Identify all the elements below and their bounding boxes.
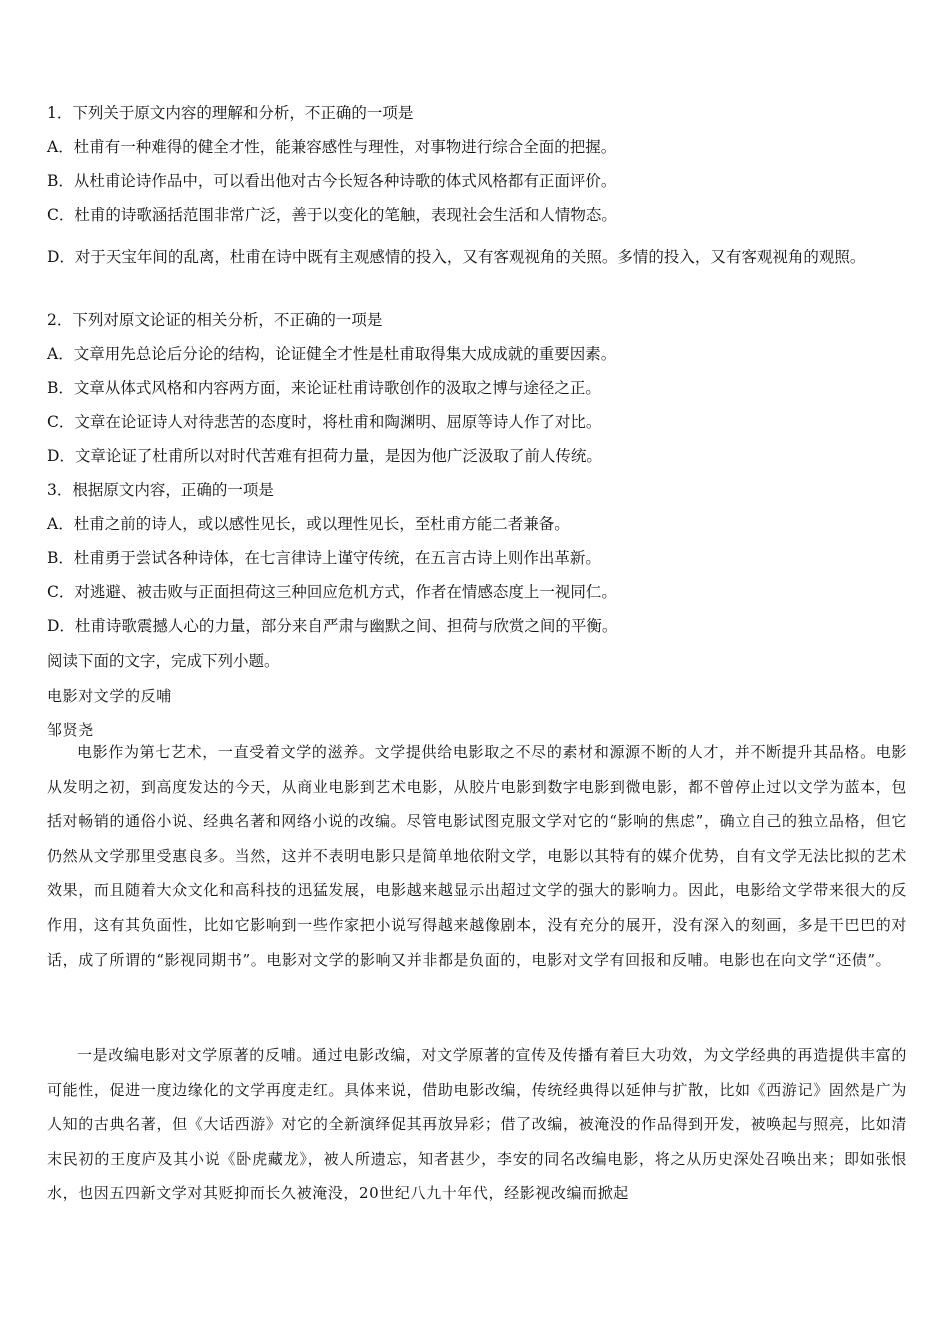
reading-instruction: 阅读下面的文字，完成下列小题。 [47,652,280,670]
question-3-option-a: A．杜甫之前的诗人，或以感性见长，或以理性见长，至杜甫方能二者兼备。 [47,515,570,533]
article-paragraph-2: 一是改编电影对文学原著的反哺。通过电影改编，对文学原著的宣传及传播有着巨大功效，为文学经典的再造提供丰富的可能性，促进一度边缘化的文学再度走红。具体来说，借助电影改编，传统经典得以延伸与扩散，比如《西游记》固然是广为人知的古典名著，但《大话西游》对它的全新演绎促其再放异彩；借了改编，被淹没的作品得到开发，被唤起与照亮，比如清末民初的王度庐及其小说《卧虎藏龙》，被人所遗忘，知者甚少，李安的同名改编电影，将之从历史深处召唤出来；即如张恨水，也因五四新文学对其贬抑而长久被淹没，20世纪八九十年代，经影视改编而掀起 [47,1046,907,1203]
question-2-option-c: C．文章在论证诗人对待悲苦的态度时，将杜甫和陶渊明、屈原等诗人作了对比。 [47,413,602,431]
article-title: 电影对文学的反哺 [47,687,172,705]
question-1-option-b: B．从杜甫论诗作品中，可以看出他对古今长短各种诗歌的体式风格都有正面评价。 [47,172,617,190]
question-2-option-b: B．文章从体式风格和内容两方面，来论证杜甫诗歌创作的汲取之博与途径之正。 [47,379,601,397]
question-2-option-d: D．文章论证了杜甫所以对时代苦难有担荷力量，是因为他广泛汲取了前人传统。 [47,447,602,465]
article-paragraph-1: 电影作为第七艺术，一直受着文学的滋养。文学提供给电影取之不尽的素材和源源不断的人才，并不断提升其品格。电影从发明之初，到高度发达的今天，从商业电影到艺术电影，从胶片电影到数字电影到微电影，都不曾停止过以文学为蓝本，包括对畅销的通俗小说、经典名著和网络小说的改编。尽管电影试图克服文学对它的“影响的焦虑”，确立自己的独立品格，但它仍然从文学那里受惠良多。当然，这并不表明电影只是简单地依附文学，电影以其特有的媒介优势，自有文学无法比拟的艺术效果，而且随着大众文化和高科技的迅猛发展，电影越来越显示出超过文学的强大的影响力。因此，电影给文学带来很大的反作用，这有其负面性，比如它影响到一些作家把小说写得越来越像剧本，没有充分的展开，没有深入的刻画，多是干巴巴的对话，成了所谓的“影视同期书”。电影对文学的影响又并非都是负面的，电影对文学有回报和反哺。电影也在向文学“还债”。 [47,743,907,969]
question-1-option-c: C．杜甫的诗歌涵括范围非常广泛，善于以变化的笔触，表现社会生活和人情物态。 [47,206,617,224]
question-3-stem: 3．根据原文内容，正确的一项是 [47,481,274,499]
question-3-option-b: B．杜甫勇于尝试各种诗体，在七言律诗上谨守传统，在五言古诗上则作出革新。 [47,549,601,567]
question-2-stem: 2．下列对原文论证的相关分析，不正确的一项是 [47,311,383,329]
question-2-option-a: A．文章用先总论后分论的结构，论证健全才性是杜甫取得集大成成就的重要因素。 [47,345,617,363]
question-3-option-c: C．对逃避、被击败与正面担荷这三种回应危机方式，作者在情感态度上一视同仁。 [47,583,617,601]
article-author: 邹贤尧 [47,721,94,739]
question-3-option-d: D．杜甫诗歌震撼人心的力量，部分来自严肃与幽默之间、担荷与欣赏之间的平衡。 [47,617,618,635]
question-1-option-a: A．杜甫有一种难得的健全才性，能兼容感性与理性，对事物进行综合全面的把握。 [47,138,617,156]
question-1-option-d: D．对于天宝年间的乱离，杜甫在诗中既有主观感情的投入，又有客观视角的关照。多情的投入，又有客观视角的观照。 [47,248,866,266]
question-1-stem: 1．下列关于原文内容的理解和分析，不正确的一项是 [47,104,414,122]
